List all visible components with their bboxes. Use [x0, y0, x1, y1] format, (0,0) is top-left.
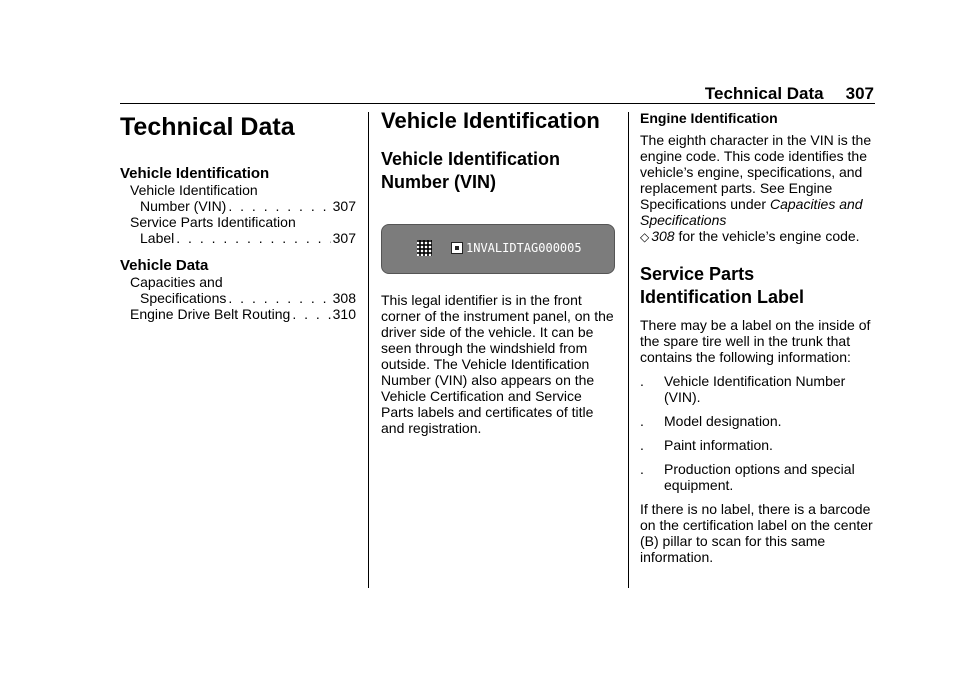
service-parts-closing: If there is no label, there is a barcode on the certification label on the center (B) pillar to scan for this same information. — [640, 501, 873, 565]
bullet-mark: . — [640, 461, 644, 477]
bullet-mark: . — [640, 437, 644, 453]
toc-section-title: Vehicle Data — [120, 257, 209, 274]
engine-id-text-end: for the vehicle’s engine code. — [674, 228, 860, 244]
bullet-mark: . — [640, 373, 644, 389]
header-rule — [120, 103, 875, 104]
cross-reference-page[interactable]: 308 — [651, 228, 675, 244]
toc-leader — [228, 198, 330, 214]
toc-entry-line2: Number (VIN) — [140, 198, 227, 214]
subsection-heading — [381, 148, 617, 194]
vehicle-id-column — [381, 108, 617, 444]
page-header — [705, 84, 874, 104]
toc-section-title: Vehicle Identification — [120, 165, 270, 182]
toc-page-number: 307 — [332, 230, 356, 246]
list-item-text: Production options and special equipment. — [664, 461, 855, 493]
toc-page-number: 308 — [332, 290, 356, 306]
subsection-heading-line2: Number (VIN) — [381, 172, 497, 192]
bullet-mark: . — [640, 413, 644, 429]
list-item-text: Model designation. — [664, 413, 782, 429]
page-number: 307 — [845, 84, 874, 103]
page-reference-icon: ◇ — [640, 230, 650, 244]
subsection-heading-line1: Vehicle Identification — [381, 149, 561, 169]
toc-leader — [228, 290, 330, 306]
toc-entry[interactable] — [130, 274, 356, 306]
toc-entry[interactable] — [130, 306, 356, 322]
engine-id-paragraph — [640, 132, 876, 245]
list-item — [640, 413, 876, 429]
toc-column — [120, 108, 356, 322]
list-item — [640, 461, 876, 493]
column-divider-2 — [628, 112, 629, 588]
toc-page-number: 307 — [332, 198, 356, 214]
toc-entry-line2: Label — [140, 230, 175, 246]
vin-symbol-icon — [451, 242, 463, 254]
list-item-text: Vehicle Identification Number (VIN). — [664, 373, 846, 405]
service-parts-heading-line2: Identification Label — [640, 287, 805, 307]
vin-plate-text: 1NVALIDTAG000005 — [466, 241, 582, 255]
list-item — [640, 437, 876, 453]
toc-entry-line2: Specifications — [140, 290, 227, 306]
list-item-text: Paint information. — [664, 437, 773, 453]
cross-reference-link[interactable]: Capacities and Specifications — [640, 196, 863, 228]
service-parts-heading — [640, 263, 876, 309]
column-divider-1 — [368, 112, 369, 588]
toc-entry-line1: Capacities and — [130, 274, 223, 290]
toc-entry-line1: Vehicle Identification — [130, 182, 258, 198]
toc-entry-line1: Service Parts Identification — [130, 214, 296, 230]
toc-page-number: 310 — [332, 306, 356, 322]
service-parts-heading-line1: Service Parts — [640, 264, 755, 284]
toc-leader — [176, 230, 330, 246]
chapter-title: Technical Data — [120, 113, 295, 141]
section-heading: Vehicle Identification — [381, 108, 600, 133]
vin-plate-image — [381, 224, 615, 274]
header-section-title: Technical Data — [704, 84, 824, 103]
engine-service-column — [640, 108, 876, 573]
toc-entry-line2: Engine Drive Belt Routing — [130, 306, 291, 322]
engine-id-text: The eighth character in the VIN is the engine code. This code identifies the vehicle’s engine, specifications, and replacement parts. See Engine Specifications under — [640, 132, 872, 212]
qr-code-icon — [417, 240, 432, 256]
toc-entry[interactable] — [130, 214, 356, 246]
vin-paragraph: This legal identifier is in the front corner of the instrument panel, on the driver side of the vehicle. It can be seen through the windshield from outside. The Vehicle Identification Number (VIN) also appears on the Vehicle Certification and Service Parts labels and certificates of title and registration. — [381, 292, 614, 436]
engine-id-heading: Engine Identification — [640, 110, 778, 126]
service-parts-intro: There may be a label on the inside of the spare tire well in the trunk that contains the following information: — [640, 317, 871, 365]
toc-entry[interactable] — [130, 182, 356, 214]
list-item — [640, 373, 876, 405]
toc-leader — [292, 306, 330, 322]
